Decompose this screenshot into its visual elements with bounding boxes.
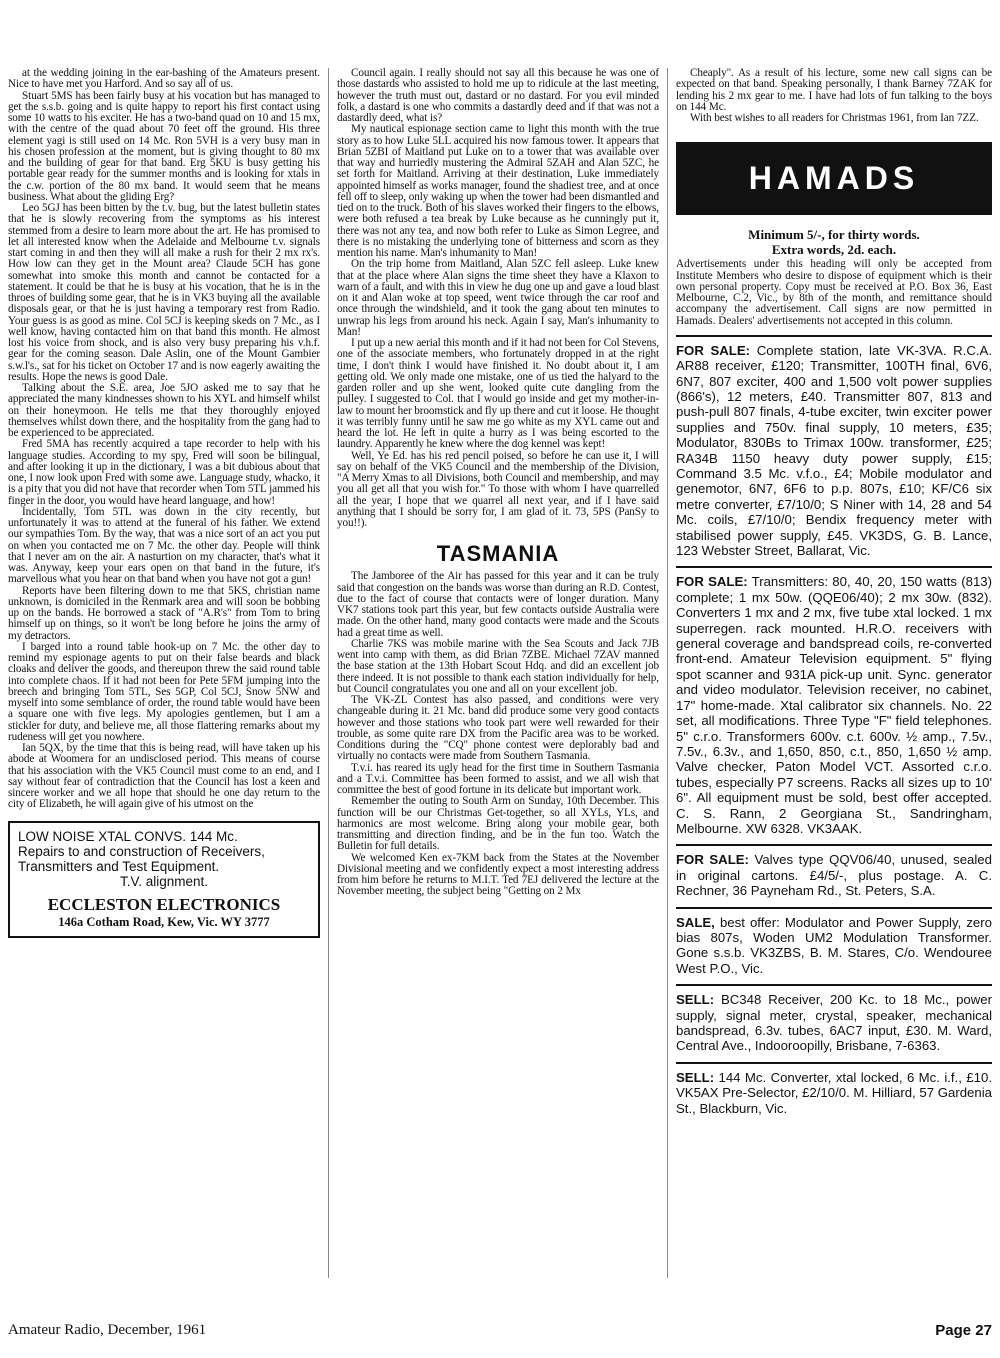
- ad-text: Valves type QQV06/40, unused, sealed in original cartons. £4/5/-, plus postage. A. C. Rechner, 36 Payneham Rd., St. Peters, S.A.: [676, 852, 992, 899]
- classified-ad: [676, 844, 992, 898]
- classified-ad: [676, 907, 992, 977]
- classified-ad: [676, 566, 992, 836]
- paragraph: Cheaply". As a result of his lecture, some new call signs can be expected on that band. Speaking personally, I thank Barney 7ZAK for lending his 2 mx gear to me. I have had lots of fun talking to the boys on 144 Mc.: [676, 68, 992, 113]
- paragraph: The VK-ZL Contest has also passed, and conditions were very changeable during it. 21 Mc. band did produce some very good contacts however and those stations who took part were well rewarded for their trouble, as some quite rare DX from the Pacific area was to be worked. Conditions during the "CQ" phone contest were deplorably bad and virtually no contacts were made from Southern Tasmania.: [337, 694, 659, 763]
- paragraph: Ian 5QX, by the time that this is being read, will have taken up his abode at Woomera for an undisclosed period. This means of course that his association with the VK5 Council must come to an end, and I say without fear of contradiction that the Council has lost a keen and sincere worker and we all hope that should he one day return to the city of Elizabeth, he will again give of his utmost on the: [8, 742, 320, 811]
- advert-line-2: Repairs to and construction of Receivers, Transmitters and Test Equipment.: [18, 843, 265, 874]
- paragraph: Charlie 7KS was mobile marine with the Sea Scouts and Jack 7JB went into camp with them, as did Brian 7ZBE. Michael 7ZAV manned the base station at the 13th Hobart Scout Hdq. and did an excellent job there indeed. It is not possible to thank each station individually for help, but Council congratulates you one and all on your excellent job.: [337, 637, 659, 695]
- page-number: Page 27: [935, 1322, 992, 1339]
- ad-keyword: FOR SALE:: [676, 852, 749, 868]
- column-divider: [667, 68, 668, 1278]
- column-middle: [337, 68, 659, 1288]
- ad-keyword: SELL:: [676, 992, 715, 1008]
- footer-publication: Amateur Radio, December, 1961: [8, 1322, 207, 1338]
- ad-keyword: SALE,: [676, 914, 715, 930]
- paragraph: I barged into a round table hook-up on 7 Mc. the other day to remind my espionage agents to put on their false beards and black cloaks and deliver the goods, and thereupon threw the said round table into complete chaos. If it had not been for Pete 5FM jumping into the breech and bringing Tom 5TL, Ses 5GP, Col 5CJ, Snow 5NW and myself into some semblance of order, the round table would have been a square one with five legs. My apologies gentlemen, but I am a stickler for duty, and believe me, all those flattering remarks about my rudeness will get you nowhere.: [8, 640, 320, 743]
- paragraph: Fred 5MA has recently acquired a tape recorder to help with his language studies. According to my spy, Fred will soon be bilingual, and after looking it up in the dictionary, I was a bit dubious about that one, I now look upon Fred with some awe. Language study, whacko, it is a pity that you did not have that recorder when Tom 5TL jammed his finger in the door, you would have heard language, and how!: [8, 438, 320, 507]
- ad-text: best offer: Modulator and Power Supply, zero bias 807s, Woden UM2 Modulation Transformer. Gone s.s.b. VK3ZBS, B. M. Stares, C/o. Wendouree West P.O., Vic.: [676, 914, 992, 976]
- ad-text: Transmitters: 80, 40, 20, 150 watts (813) complete; 1 mx 50w. (QQE06/40); 2 mx 30w. (832). Converters 1 mx and 2 mx, five tube xtal locked. 1 mx superregen. rack mounted. H.R.O. receivers with general coverage and bandspread coils, re-converted front-end. Amateur Television equipment. 5" flying spot scanner and 931A pick-up unit. Sync. generator and video modulator. Television receiver, no cabinet, 17" home-made. Xtal calibrator six channels. No. 22 set, all modifications. Three Type "F" field telephones. 5" c.r.o. Transformers 600v. c.t. 600v. ½ amp., 7.5v., 7.5v., 6.3v., and 1,650, 850, c.t., 850, 1,650 ½ amp. Valve checker, Paton Model VCT. Assorted c.r.o. tubes, especially P7 screens. Racks all sizes up to 10' 6". All equipment must be sold, best offer accepted. C. S. Rann, 2 Georgiana St., Sandringham, Melbourne. XW 6328. VK3AAK.: [676, 574, 992, 836]
- paragraph: Leo 5GJ has been bitten by the t.v. bug, but the latest bulletin states that he is slowly recovering from the symptoms as his interest stemmed from a desire to learn more about the art. He has promised to let all interested know when the Adelaide and Melbourne t.v. signals start coming in and then they will all make a rush for their 2 mx rx's. How low can they get in the Mount area? Claude 5CH has gone somewhat into smoke this month and cannot be contacted for a statement. It could be that he is busy at his vocation, that he is in the throes of building some gear, that he is in VK3 buying all the available disposals gear, or that he is just having a temporary rest from Radio. Your guess is as good as mine. Col 5CJ is keeping skeds on 7 Mc., as I well know, having contacted him on that band this month. He almost lost his voice from shock, and is also very busy preparing his v.h.f. gear for the coming season. Dale Aslin, one of the Mount Gambier s.w.l's., sat for his ticket on October 17 and is now eagerly awaiting the results. Hope the news is good Dale.: [8, 202, 320, 383]
- eccleston-advert: [8, 821, 320, 938]
- hamads-rate-line-1: Minimum 5/-, for thirty words.: [748, 227, 920, 243]
- section-heading-tasmania: TASMANIA: [436, 541, 560, 567]
- advert-company-name: ECCLESTON ELECTRONICS: [47, 894, 281, 914]
- paragraph: With best wishes to all readers for Christmas 1961, from Ian 7ZZ.: [690, 112, 979, 124]
- column-divider: [328, 68, 329, 1278]
- paragraph: Incidentally, Tom 5TL was down in the city recently, but unfortunately it was to attend at the funeral of his father. We extend our sympathies Tom. By the way, that was a nice sort of an act you put on when you contacted me on 7 Mc. the other day. People will think that I never am on the air. A nasturtion on my character, that's what it was. Anyway, keep your ears open on that band in the future, it's marvellous what you hear on that band when you have not got a gun!: [8, 505, 320, 586]
- paragraph: Stuart 5MS has been fairly busy at his vocation but has managed to get the s.s.b. going and is quite happy to report his first contact using some 10 watts to his exciter. He has a two-band quad on 10 and 15 mx, with the centre of the quad about 70 feet off the ground. His three element yagi is still used on 14 Mc. Ron 5VH is a very busy man in his chosen profession at the moment, but is giving thought to 80 mx and the building of gear for that band. Erg 5KU is busy getting his portable gear ready for the summer months and is looking for xtals in the c.w. portion of the 80 mx band. It would seem that he means business. What about the gliding Erg?: [8, 89, 320, 203]
- paragraph: The Jamboree of the Air has passed for this year and it can be truly said that congestion on the bands was worse than during an R.D. Contest, due to the fact of course that contacts were of longer duration. Many VK7 stations took part this year, but few contacts outside Australia were made. On the other hand, many good contacts were made and the Scouts had a great time as well.: [337, 570, 659, 639]
- advert-line-1: LOW NOISE XTAL CONVS. 144 Mc.: [18, 828, 238, 844]
- paragraph: Reports have been filtering down to me that 5KS, christian name unknown, is domiciled in the Renmark area and will soon be bobbing up on the bands. He borrowed a stack of "A.R's" from Tom to bring himself up on things, so it won't be long before he joins the army of my detractors.: [8, 584, 320, 642]
- classified-ad: [676, 335, 992, 559]
- classified-ad: [676, 1062, 992, 1116]
- classified-ad: [676, 984, 992, 1054]
- paragraph: On the trip home from Maitland, Alan 5ZC fell asleep. Luke knew that at the place where Alan signs the time sheet they have a Klaxon to warn of a fault, and with this in view he dug one up and gave a loud blast on it and Alan woke at top speed, went twice through the car roof and once through the windshield, and it took the gang about ten minutes to unwrap his legs from around his neck. Again I say, Man's inhumanity to Man!: [337, 258, 659, 338]
- column-left: [8, 68, 320, 1288]
- ad-text: 144 Mc. Converter, xtal locked, 6 Mc. i.f., £10. VK5AX Pre-Selector, £2/10/0. M. Hilliard, 57 Gardenia St., Blackburn, Vic.: [676, 1069, 992, 1116]
- advert-line-3: T.V. alignment.: [119, 873, 209, 889]
- paragraph: Council again. I really should not say all this because he was one of those dastards who assisted to hold me up to ridicule at the last meeting, however the truth must out, dastard or no dastard. For you evil minded folk, a dastard is one who commits a dastardly deed and if that was not a dastardly deed, what is?: [337, 68, 659, 124]
- hamads-rate-line-2: Extra words, 2d. each.: [771, 242, 897, 258]
- paragraph: We welcomed Ken ex-7KM back from the States at the November Divisional meeting and we confidently expect a most interesting address from him before he returns to M.I.T. Ted 7EJ delivered the lecture at the November meeting, the subject being "Getting on 2 Mx: [337, 851, 659, 898]
- ad-text: BC348 Receiver, 200 Kc. to 18 Mc., power supply, signal meter, crystal, speaker, mechanical bandspread, 6.3v. tubes, 6AC7 input, £30. M. Ward, Central Ave., Indooroopilly, Brisbane, 7-6363.: [676, 992, 992, 1054]
- ad-keyword: SELL:: [676, 1069, 715, 1085]
- paragraph: T.v.i. has reared its ugly head for the first time in Southern Tasmania and a T.v.i. Committee has been formed to assist, and we all wish that committee the best of good fortune in its delicate but important work.: [337, 761, 659, 796]
- paragraph: at the wedding joining in the ear-bashing of the Amateurs present. Nice to have met you Harford. And so say all of us.: [8, 68, 320, 91]
- paragraph: Remember the outing to South Arm on Sunday, 10th December. This function will be our Christmas Get-together, so all XYLs, YLs, and harmonics are most welcome. Bring along your mobile gear, both transmitting and direction finding, and be in the fun too. Watch the Bulletin for full details.: [337, 795, 659, 853]
- advert-address: 146a Cotham Road, Kew, Vic. WY 3777: [58, 914, 270, 929]
- paragraph: I put up a new aerial this month and if it had not been for Col Stevens, one of the associate members, who fortunately dropped in at the right time, I don't think I would have finished it. No doubt about it, I am getting old. We only made one mistake, one of us tied the halyard to the garden roller and up she went, looked quite cute dangling from the pulley. I suggested to Col. that I would go inside and get my mother-in-law to mount her broomstick and fly up there and cut it loose. He thought it was terribly funny until he saw me go white as my XYL came out and heard the lot. He left in quite a hurry as I was being escorted to the laundry. Apparently he knew where the dog kennel was kept!: [337, 337, 659, 451]
- ad-keyword: FOR SALE:: [676, 574, 748, 590]
- ad-text: Complete station, late VK-3VA. R.C.A. AR88 receiver, £120; Transmitter, 100TH final, 6V6, 6N7, 807 exciter, 400 and 1,500 volt power supplies (866's), 12 meters, £40. Transmitter 807, 813 and push-pull 807 finals, 4-tube exciter, twin exciter power supplies and 750v. final supply, 10 meters, £35; Modulator, 830Bs to Trimax 100w. transformer, £25; RA34B 1150 heavy duty power supply, £15; Command 3.5 Mc. v.f.o., £4; Mobile modulator and genemotor, 6N7, 6F6 to p.p. 807s, £10; KF/C6 six metre converter, £7/10/0; S Niner with 14, 28 and 54 Mc. coils, £7/10/0; Bendix frequency meter with stabilised power supply, £45. VK3DS, G. B. Lance, 123 Webster Street, Ballarat, Vic.: [676, 342, 992, 559]
- ad-keyword: FOR SALE:: [676, 342, 751, 358]
- hamads-rules: Advertisements under this heading will only be accepted from Institute Members who desire to dispose of equipment which is their own personal property. Copy must be received at P.O. Box 36, East Melbourne, C.2, Vic., by 8th of the month, and remittance should accompany the advertisement. Call signs are now permitted in Hamads. Dealers' advertisements not accepted in this column.: [676, 258, 992, 327]
- paragraph: Talking about the S.E. area, Joe 5JO asked me to say that he appreciated the many kindnesses shown to his XYL and himself whilst on their honeymoon. He tells me that they thoroughly enjoyed themselves whilst down there, and the hospitality from the gang had to be experienced to be appreciated.: [8, 382, 320, 439]
- hamads-banner: HAMADS: [676, 142, 992, 215]
- paragraph: Well, Ye Ed. has his red pencil poised, so before he can use it, I will say on behalf of the VK5 Council and the membership of the Division, "A Merry Xmas to all Divisions, both Council and membership, and may you all get all that you wish for." To those with whom I have quarrelled all the year, I hope that we quarrel all next year, and if I have said anything that I should be sorry for, I am glad of it. 73, 5PS (PanSy to you!!).: [337, 449, 659, 529]
- column-right: [676, 68, 992, 1328]
- paragraph: My nautical espionage section came to light this month with the true story as to how Luke 5LL acquired his now famous tower. It appears that Brian 5ZBI of Maitland put Luke on to a tower that was available over that way and hurriedly mustering the Admiral 5ZAH and Alan 5ZC, he set forth for Maitland. Arriving at their destination, Luke immediately appointed himself as works manager, found the shadiest tree, and at once fell off to sleep, only waking up when the tower had been dismantled and tied on to the truck. Both of his slaves worked their fingers to the elbows, were both refused a tea break by Luke because as he cunningly put it, there was not any tea, and now both refer to Luke as Simon Legree, and there is no mistaking the underlying tone of bitterness and scorn as they mention his name. Man's inhumanity to Man!: [337, 123, 659, 259]
